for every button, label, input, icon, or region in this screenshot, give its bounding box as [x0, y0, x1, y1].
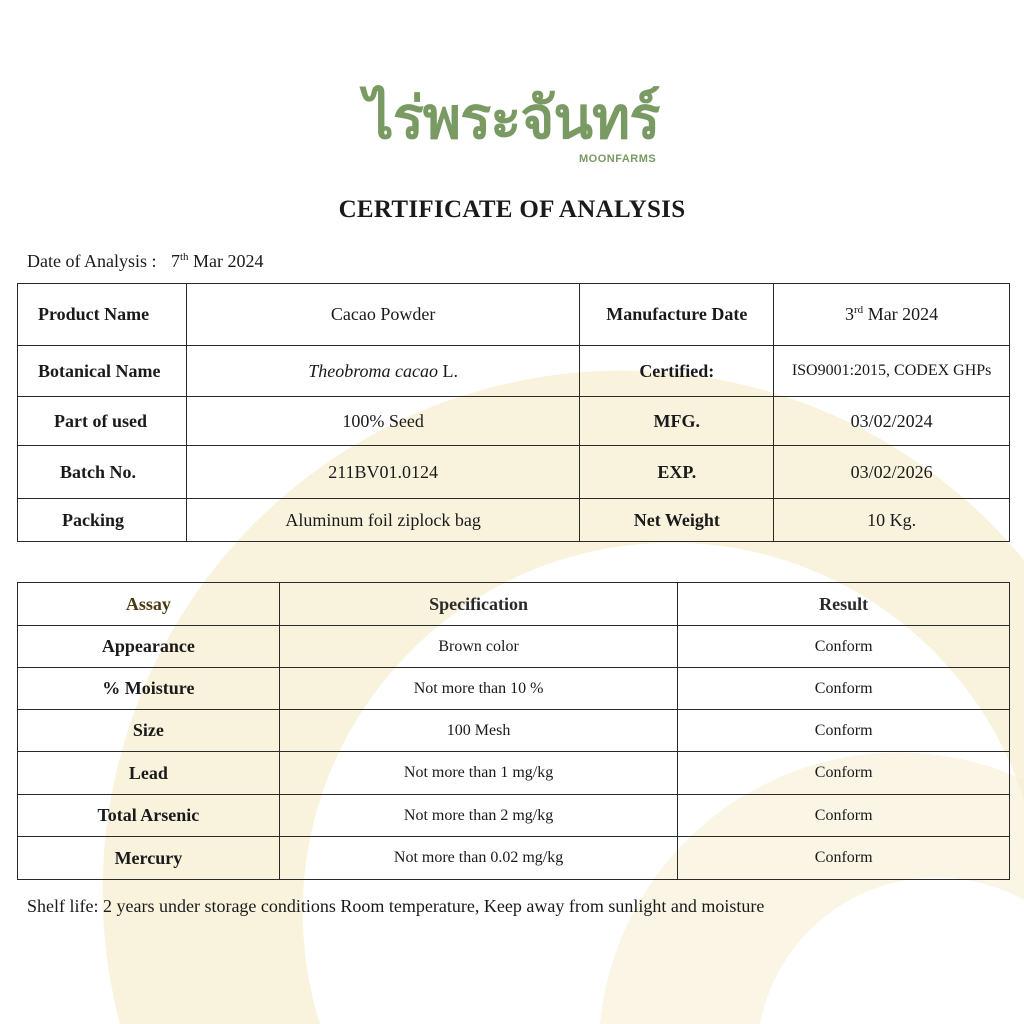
- table-row: [18, 837, 1010, 880]
- assay-result: Conform: [678, 837, 1010, 880]
- table-row: [18, 346, 1010, 397]
- table-row: [18, 752, 1010, 795]
- exp-label: EXP.: [580, 446, 774, 499]
- assay-spec: Not more than 1 mg/kg: [279, 752, 678, 795]
- assay-name: Appearance: [18, 626, 280, 668]
- net-weight-value: 10 Kg.: [774, 499, 1010, 542]
- part-used-value: 100% Seed: [186, 397, 580, 446]
- assay-name: Mercury: [18, 837, 280, 880]
- table-row: [18, 668, 1010, 710]
- manufacture-date-value: [774, 284, 1010, 346]
- exp-value: 03/02/2026: [774, 446, 1010, 499]
- manufacture-date-day: 3: [845, 304, 855, 324]
- botanical-name-italic: Theobroma cacao: [308, 360, 439, 381]
- table-row: [18, 446, 1010, 499]
- product-name-value: Cacao Powder: [186, 284, 580, 346]
- net-weight-label: Net Weight: [580, 499, 774, 542]
- analysis-date-suffix: th: [179, 251, 189, 263]
- assay-result: Conform: [678, 626, 1010, 668]
- assay-spec: Not more than 10 %: [279, 668, 678, 710]
- manufacture-date-rest: Mar 2024: [867, 304, 939, 324]
- brand-logo: [0, 78, 1024, 173]
- product-name-label: Product Name: [18, 284, 187, 346]
- assay-name: Lead: [18, 752, 280, 795]
- table-row: [18, 710, 1010, 752]
- botanical-name-value: [186, 346, 580, 397]
- assay-name: % Moisture: [18, 668, 280, 710]
- product-info-table: [17, 283, 1010, 542]
- analysis-date: [27, 251, 264, 272]
- assay-name: Total Arsenic: [18, 795, 280, 837]
- result-column-header: Result: [678, 583, 1010, 626]
- part-used-label: Part of used: [18, 397, 187, 446]
- assay-result: Conform: [678, 795, 1010, 837]
- assay-spec: 100 Mesh: [279, 710, 678, 752]
- assay-column-header: Assay: [18, 583, 280, 626]
- brand-sub-name: MOONFARMS: [579, 153, 657, 165]
- botanical-name-label: Botanical Name: [18, 346, 187, 397]
- assay-header-row: [18, 583, 1010, 626]
- crescent-moon-icon: [528, 114, 568, 154]
- mfg-label: MFG.: [580, 397, 774, 446]
- botanical-name-suffix: L.: [442, 360, 459, 381]
- analysis-date-rest: Mar 2024: [193, 251, 264, 271]
- assay-name: Size: [18, 710, 280, 752]
- packing-value: Aluminum foil ziplock bag: [186, 499, 580, 542]
- assay-spec: Not more than 2 mg/kg: [279, 795, 678, 837]
- brand-thai-name: ไร่พระจันทร์: [364, 84, 660, 152]
- table-row: [18, 795, 1010, 837]
- manufacture-date-suffix: rd: [854, 304, 864, 316]
- shelf-life-note: Shelf life: 2 years under storage conditions Room temperature, Keep away from sunlight and moisture: [27, 896, 765, 916]
- certified-label: Certified:: [580, 346, 774, 397]
- mfg-value: 03/02/2024: [774, 397, 1010, 446]
- analysis-date-day: 7: [170, 251, 180, 271]
- assay-result: Conform: [678, 668, 1010, 710]
- table-row: [18, 499, 1010, 542]
- assay-result: Conform: [678, 710, 1010, 752]
- batch-label: Batch No.: [18, 446, 187, 499]
- assay-spec: Brown color: [279, 626, 678, 668]
- batch-value: 211BV01.0124: [186, 446, 580, 499]
- table-row: [18, 626, 1010, 668]
- table-row: [18, 397, 1010, 446]
- assay-table: [17, 582, 1010, 880]
- document-title: CERTIFICATE OF ANALYSIS: [338, 196, 686, 223]
- packing-label: Packing: [18, 499, 187, 542]
- specification-column-header: Specification: [279, 583, 678, 626]
- table-row: [18, 284, 1010, 346]
- certified-value: ISO9001:2015, CODEX GHPs: [774, 346, 1010, 397]
- manufacture-date-label: Manufacture Date: [580, 284, 774, 346]
- assay-spec: Not more than 0.02 mg/kg: [279, 837, 678, 880]
- assay-result: Conform: [678, 752, 1010, 795]
- analysis-date-label: Date of Analysis :: [27, 251, 157, 271]
